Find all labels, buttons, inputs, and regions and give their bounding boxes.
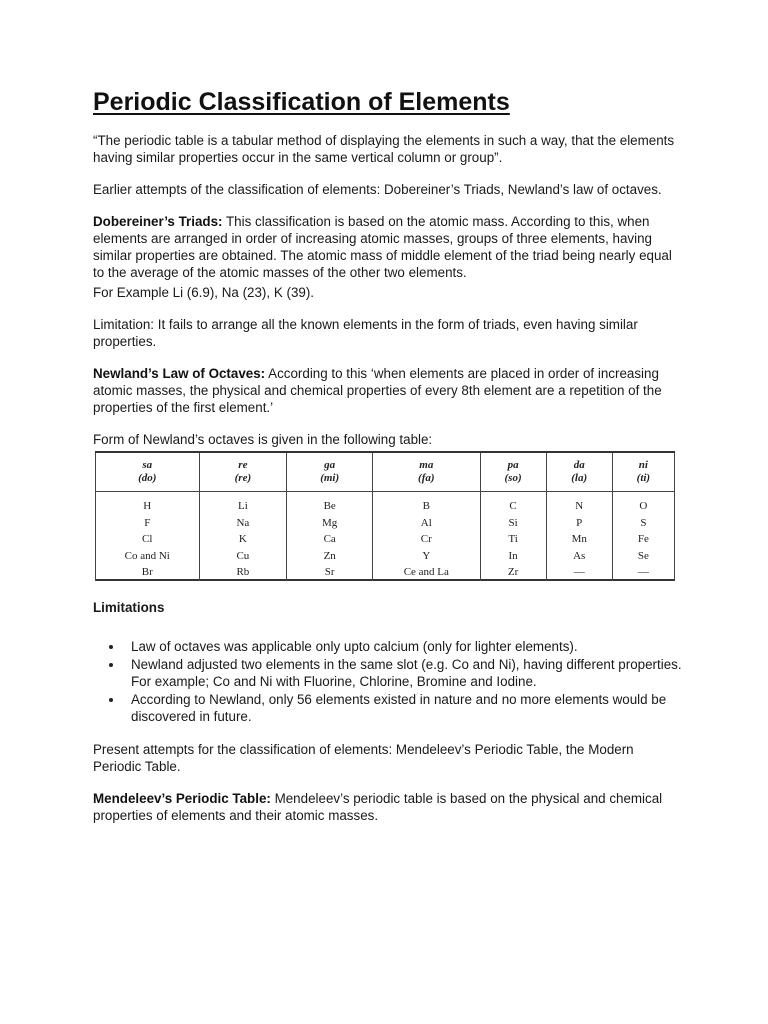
newland-paragraph [93, 365, 683, 416]
element-symbol: In [508, 549, 518, 562]
element-symbol: Zn [323, 549, 336, 562]
octave-note: ga [324, 459, 336, 471]
table-intro: Form of Newland’s octaves is given in the following table: [93, 432, 433, 447]
element-symbol: C [509, 500, 517, 512]
octave-column-header [96, 453, 200, 492]
element-symbol: O [639, 500, 648, 512]
dobereiner-label: Dobereiner’s Triads: [93, 214, 223, 229]
page-title: Periodic Classification of Elements [93, 88, 510, 116]
octave-note: ma [419, 459, 434, 471]
octave-column-header [480, 453, 546, 492]
limitations-heading: Limitations [93, 600, 165, 615]
element-symbol: Mg [322, 516, 338, 529]
document-body [93, 86, 683, 839]
dobereiner-paragraph [93, 213, 683, 281]
octave-solfa: (so) [504, 472, 522, 484]
element-symbol: As [573, 549, 586, 562]
element-symbol: Br [141, 566, 153, 578]
element-symbol: — [573, 566, 585, 578]
element-symbol: — [637, 566, 649, 578]
element-symbol: N [575, 500, 584, 512]
element-symbol: P [576, 516, 583, 529]
octave-column-elements [96, 492, 200, 581]
intro-quote: “The periodic table is a tabular method of displaying the elements in such a way, that the elements having similar properties occur in the same vertical column or group”. [93, 133, 675, 165]
limitation-paragraph: Limitation: It fails to arrange all the known elements in the form of triads, even having similar properties. [93, 317, 638, 349]
octave-note: ni [638, 459, 648, 471]
octave-column-elements [612, 492, 674, 581]
element-symbol: Se [637, 549, 649, 562]
element-symbol: Si [508, 516, 518, 529]
element-symbol: Zr [507, 566, 519, 578]
octave-column-elements [546, 492, 612, 581]
octave-column-header [546, 453, 612, 492]
element-symbol: Na [236, 516, 250, 529]
element-symbol: Mn [571, 533, 587, 545]
octave-column-elements [373, 492, 480, 581]
element-symbol: K [238, 533, 247, 545]
newland-text: According to this ‘when elements are placed in order of increasing atomic masses, the physical and chemical properties of every 8th element are a repetition of the properties of the first element.’ [93, 366, 662, 415]
dobereiner-text: This classification is based on the atomic mass. According to this, when elements are arranged in order of increasing atomic masses, groups of three elements, having similar properties are obtained. The atomic mass of middle element of the triad being nearly equal to the average of the atomic masses of the other two elements. [93, 214, 672, 280]
element-symbol: Cu [236, 549, 250, 562]
octave-column-header [287, 453, 373, 492]
element-symbol: Be [323, 500, 336, 512]
octave-solfa: (la) [571, 472, 588, 484]
octaves-table-figure [95, 451, 675, 581]
element-symbol: Sr [324, 566, 335, 578]
element-symbol: Cl [142, 533, 153, 545]
mendeleev-text: Mendeleev’s periodic table is based on the physical and chemical properties of elements and their atomic masses. [93, 791, 663, 823]
octave-solfa: (ti) [636, 472, 651, 484]
octave-column-header [612, 453, 674, 492]
newland-label: Newland’s Law of Octaves: [93, 366, 266, 381]
element-symbol: B [422, 500, 430, 512]
octave-solfa: (do) [138, 472, 157, 484]
octave-column-elements [480, 492, 546, 581]
element-symbol: Co and Ni [124, 549, 170, 562]
element-symbol: Ca [323, 533, 336, 545]
element-symbol: Al [420, 516, 432, 529]
element-symbol: Cr [420, 533, 432, 545]
element-symbol: Li [238, 500, 248, 512]
mendeleev-paragraph [93, 790, 683, 824]
element-symbol: H [143, 500, 152, 512]
octave-column-elements [287, 492, 373, 581]
limitation-item: Law of octaves was applicable only upto calcium (only for lighter elements). [131, 638, 683, 655]
octave-note: re [238, 459, 248, 471]
octave-column-elements [199, 492, 287, 581]
octave-column-header [373, 453, 480, 492]
earlier-attempts: Earlier attempts of the classification of elements: Dobereiner’s Triads, Newland’s law of octaves. [93, 182, 662, 197]
octaves-table [95, 453, 675, 581]
element-symbol: Ti [508, 533, 518, 545]
dobereiner-example: For Example Li (6.9), Na (23), K (39). [93, 285, 315, 300]
present-attempts: Present attempts for the classification of elements: Mendeleev’s Periodic Table, the Modern Periodic Table. [93, 742, 634, 774]
octave-note: pa [507, 459, 519, 471]
octave-solfa: (fa) [418, 472, 435, 484]
element-symbol: Fe [637, 533, 649, 545]
element-symbol: Y [422, 549, 431, 562]
element-symbol: S [640, 516, 647, 529]
limitation-item: Newland adjusted two elements in the same slot (e.g. Co and Ni), having different properties. For example; Co and Ni with Fluorine, Chlorine, Bromine and Iodine. [131, 657, 682, 689]
limitation-item: According to Newland, only 56 elements existed in nature and no more elements would be discovered in future. [131, 691, 683, 725]
element-symbol: Ce and La [403, 566, 449, 578]
octave-note: sa [142, 459, 153, 471]
octave-column-header [199, 453, 287, 492]
octave-note: da [573, 459, 585, 471]
octave-solfa: (re) [234, 472, 252, 484]
element-symbol: F [144, 516, 151, 529]
element-symbol: Rb [236, 566, 250, 578]
limitations-list [93, 638, 683, 725]
octave-solfa: (mi) [320, 472, 340, 484]
mendeleev-label: Mendeleev’s Periodic Table: [93, 791, 271, 806]
